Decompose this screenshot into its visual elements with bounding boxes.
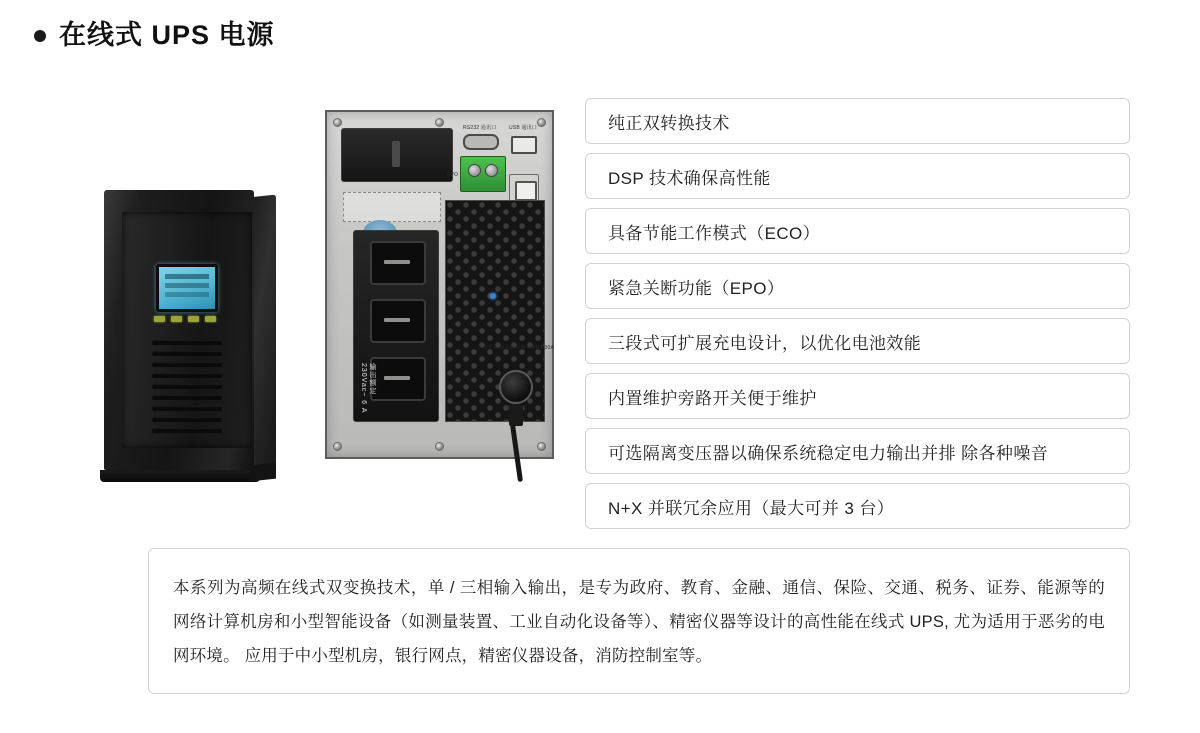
usb-port-icon xyxy=(511,136,537,154)
screw-icon xyxy=(435,442,444,451)
rs232-port-icon xyxy=(463,134,499,150)
epo-label: EPO xyxy=(447,172,459,178)
control-button xyxy=(188,316,199,322)
vent-slot xyxy=(152,362,222,367)
output-socket-icon xyxy=(370,357,426,401)
rs232-port-label: RS232 通讯口 xyxy=(463,125,497,131)
vent-slot xyxy=(152,406,222,411)
page-title-text: 在线式 UPS 电源 xyxy=(59,20,275,50)
lcd-display-icon xyxy=(156,264,218,312)
description-box xyxy=(148,548,1130,694)
vent-slot xyxy=(152,340,222,345)
rating-sticker xyxy=(343,192,441,222)
control-button-row xyxy=(154,316,216,323)
input-breaker-icon xyxy=(499,370,533,404)
ups-tower-body xyxy=(104,190,254,470)
ups-tower-base xyxy=(100,470,260,482)
usb-port-label: USB 通讯口 xyxy=(509,125,538,131)
output-socket-icon xyxy=(370,299,426,343)
input-breaker-label: 二次开关 输入断路器 INPUT 30A xyxy=(477,345,554,351)
feature-item: 纯正双转换技术 xyxy=(585,98,1130,144)
vent-slot xyxy=(152,417,222,422)
rear-upper-recess xyxy=(341,128,453,182)
feature-item: 三段式可扩展充电设计，以优化电池效能 xyxy=(585,318,1130,364)
ups-rear-panel xyxy=(325,110,554,459)
screw-icon xyxy=(537,118,546,127)
feature-item: 内置维护旁路开关便于维护 xyxy=(585,373,1130,419)
ups-tower-front-bezel xyxy=(122,212,252,448)
output-socket-panel xyxy=(353,230,439,422)
screw-icon xyxy=(537,442,546,451)
ups-tower-unit xyxy=(96,190,278,480)
vent-slot xyxy=(152,395,222,400)
indicator-dot-icon xyxy=(490,293,496,299)
feature-list xyxy=(585,98,1130,529)
output-socket-icon xyxy=(370,241,426,285)
screw-icon xyxy=(435,118,444,127)
bullet-dot-icon xyxy=(34,30,46,42)
rj45-port-icon xyxy=(515,181,537,201)
feature-item: 紧急关断功能（EPO） xyxy=(585,263,1130,309)
vent-slot xyxy=(152,428,222,433)
power-cord-icon xyxy=(509,404,523,426)
epo-terminal-block-icon xyxy=(460,156,506,192)
vent-slot xyxy=(152,373,222,378)
feature-item: 可选隔离变压器以确保系统稳定电力输出并排 除各种噪音 xyxy=(585,428,1130,474)
feature-item: 具备节能工作模式（ECO） xyxy=(585,208,1130,254)
screw-icon xyxy=(333,118,342,127)
front-vent-slots xyxy=(152,340,222,444)
control-button xyxy=(154,316,165,322)
feature-item: N+X 并联冗余应用（最大可并 3 台） xyxy=(585,483,1130,529)
output-rating-label: 输出额定 230Vac~ 6 A xyxy=(360,363,376,414)
page-title xyxy=(34,22,275,49)
screw-icon xyxy=(333,442,342,451)
feature-item: DSP 技术确保高性能 xyxy=(585,153,1130,199)
control-button xyxy=(205,316,216,322)
product-image xyxy=(60,95,560,515)
vent-slot xyxy=(152,384,222,389)
description-text: 本系列为高频在线式双变换技术，单 / 三相输入输出，是专为政府、教育、金融、通信、保险、交通、税务、证券、能源等的网络计算机房和小型智能设备（如测量装置、工业自动化设备等）、精密仪器等设计的高性能在线式 UPS, 尤为适用于恶劣的电网环境。 应用于中小型机房，银行网点，精密仪器设备，消防控制室等。 xyxy=(173,579,1105,665)
vent-slot xyxy=(152,351,222,356)
control-button xyxy=(171,316,182,322)
